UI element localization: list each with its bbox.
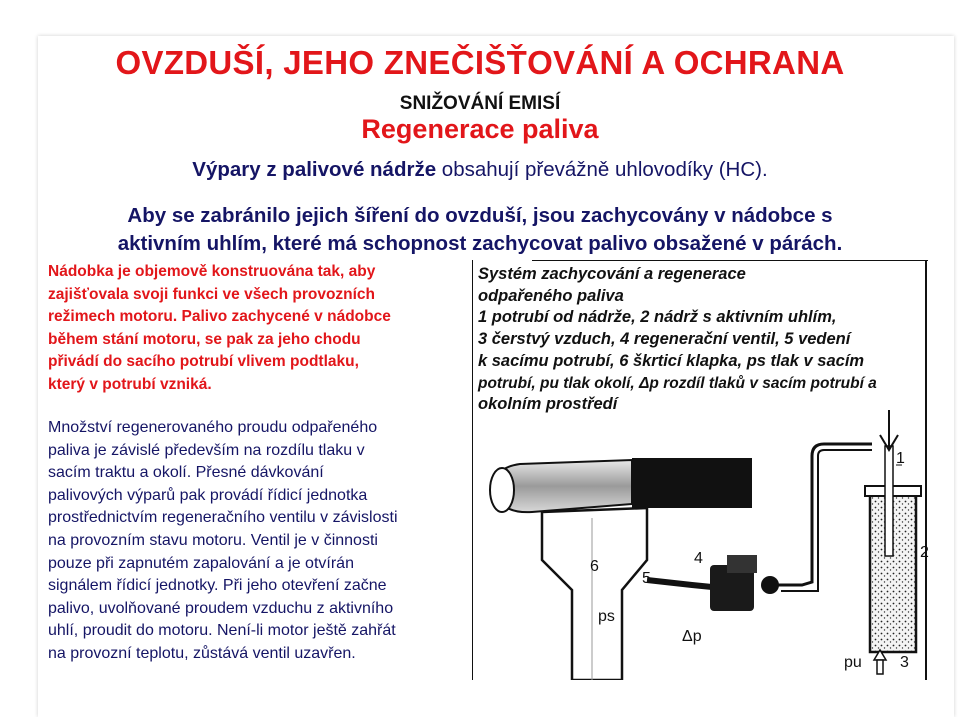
label-5: 5 (642, 570, 651, 587)
caption-line: Systém zachycování a regenerace (478, 265, 746, 283)
section-subtitle: SNIŽOVÁNÍ EMISÍ (399, 93, 561, 114)
body-line: palivových výparů pak provádí řídicí jednotka (48, 486, 368, 504)
body-line: prostřednictvím regeneračního ventilu v závislosti (48, 509, 398, 527)
intake-opening (490, 468, 514, 512)
page-title: OVZDUŠÍ, JEHO ZNEČIŠŤOVÁNÍ A OCHRANA (115, 44, 845, 81)
caption-line: k sacímu potrubí, 6 škrticí klapka, ps tlak v sacím (478, 351, 865, 370)
topic-heading: Regenerace paliva (361, 114, 599, 144)
purge-line-inner (781, 450, 872, 591)
note-line: který v potrubí vzniká. (48, 375, 212, 393)
caption-line: 1 potrubí od nádrže, 2 nádrž s aktivním uhlím, (478, 308, 837, 327)
note-paragraph (48, 261, 452, 396)
tank-inlet-tube (885, 446, 893, 556)
body-line: signálem řídicí jednotky. Při jeho otevření začne (48, 577, 387, 595)
label-6: 6 (590, 558, 599, 575)
note-line: během stání motoru, se pak za jeho chodu (48, 330, 361, 348)
intro-rest: obsahují převážně uhlovodíky (HC). (436, 158, 768, 181)
label-2: 2 (920, 544, 929, 561)
caption-line: potrubí, pu tlak okolí, Δp rozdíl tlaků v sacím potrubí a (478, 374, 877, 392)
label-pu: pu (844, 654, 862, 671)
fresh-air-arrow-shaft (877, 660, 883, 674)
body-line: na provozním stavu motoru. Ventil je v činnosti (48, 531, 378, 549)
purge-line (776, 444, 872, 585)
body-line: sacím traktu a okolí. Přesné dávkování (48, 464, 324, 482)
label-3: 3 (900, 654, 909, 671)
intake-manifold (542, 508, 647, 680)
body-line: pouze při zapnutém zapalování a je otvírán (48, 554, 354, 572)
caption-line: okolním prostředí (478, 395, 618, 414)
caption-line: 3 čerstvý vzduch, 4 regenerační ventil, 5 vedení (478, 330, 851, 349)
body-line: uhlí, proudit do motoru. Není-li motor ještě zahřát (48, 622, 396, 640)
label-ps: ps (598, 608, 615, 625)
label-1: 1 (896, 450, 905, 467)
caption-line: odpařeného paliva (478, 286, 624, 305)
note-line: režimech motoru. Palivo zachycené v nádobce (48, 308, 391, 325)
label-4: 4 (694, 550, 703, 567)
intro-bold: Výpary z palivové nádrže (192, 158, 437, 181)
body-line: palivo, uvolňované proudem vzduchu z aktivního (48, 599, 394, 617)
body-line: na provozní teplotu, zůstává ventil uzavřen. (48, 644, 356, 662)
evap-system-diagram (472, 260, 928, 680)
intro-line-2: Aby se zabránilo jejich šíření do ovzduší, jsou zachycovány v nádobce s (127, 204, 833, 227)
valve-actuator (727, 555, 757, 573)
throttle-body (632, 458, 752, 508)
label-dp: Δp (682, 628, 702, 645)
note-line: přivádí do sacího potrubí vlivem podtlaku, (48, 353, 359, 370)
body-line: Množství regenerovaného proudu odpařeného (48, 419, 378, 436)
intro-line-1 (0, 156, 960, 184)
note-line: Nádobka je objemově konstruována tak, aby (48, 263, 376, 280)
diagram-caption (478, 264, 878, 416)
intro-line-3: aktivním uhlím, které má schopnost zachycovat palivo obsažené v párách. (117, 232, 843, 255)
body-paragraph (48, 417, 458, 666)
body-line: paliva je závislé především na rozdílu tlaku v (48, 441, 365, 459)
note-line: zajišťovala svoji funkci ve všech provozních (48, 285, 376, 303)
